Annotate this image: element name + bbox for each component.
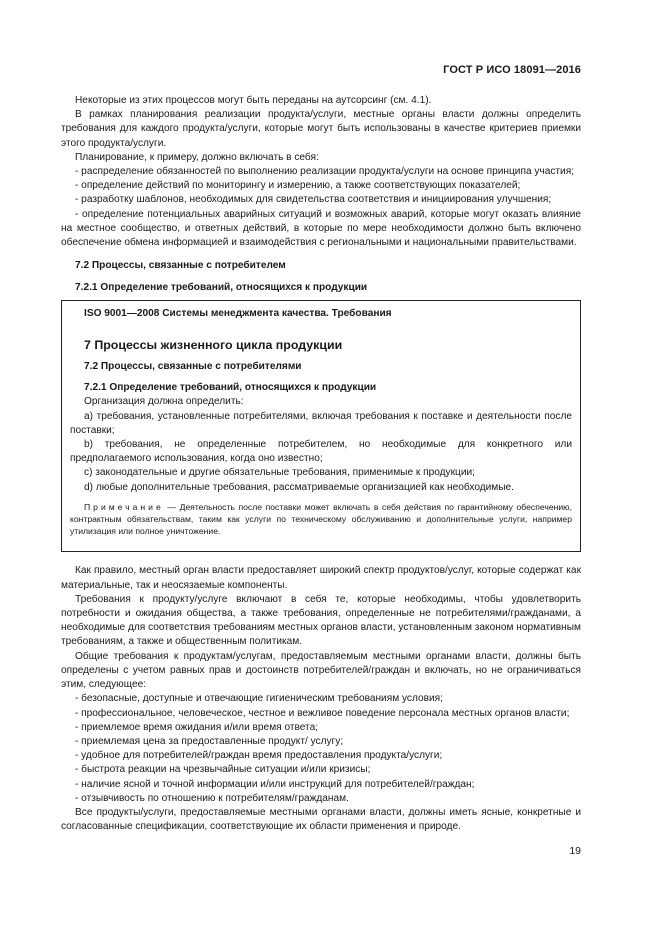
intro-list-item: - распределение обязанностей по выполнению реализации продукта/услуги на основе принципа участия; <box>75 166 575 178</box>
box-heading-7-2: 7.2 Процессы, связанные с потребителями <box>84 361 302 373</box>
intro-list-item: - разработку шаблонов, необходимых для свидетельства соответствия и инициирования улучшения; <box>75 194 552 206</box>
body-list-item: - приемлемое время ожидания и/или время ответа; <box>75 721 319 733</box>
note-text: — Деятельность после поставки может включать в себя действия по гарантийному обеспечению, контрактным обязательствам, таким как услуги по техническому обслуживанию и дополнительные услуги, например утилизация или полное уничтожение. <box>70 501 572 536</box>
box-title: ISO 9001—2008 Системы менеджмента качества. Требования <box>84 307 392 319</box>
document-header: ГОСТ Р ИСО 18091—2016 <box>443 64 581 76</box>
after-box-section <box>61 564 581 834</box>
body-paragraph: Все продукты/услуги, предоставляемые местными органами власти, должны иметь ясные, конкретные и согласованные спецификации, соответствующие их области применения и природе. <box>61 806 581 833</box>
box-list-item: a) требования, установленные потребителями, включая требования к поставке и деятельности после поставки; <box>70 410 572 436</box>
page-number: 19 <box>569 845 581 857</box>
body-list-item: - удобное для потребителей/граждан время предоставления продукта/услуги; <box>75 750 443 762</box>
iso-quote-box <box>61 300 581 553</box>
intro-paragraph: Планирование, к примеру, должно включать в себя: <box>75 151 319 163</box>
section-heading-7-2: 7.2 Процессы, связанные с потребителем <box>75 260 286 272</box>
intro-list-item: - определение действий по мониторингу и измерению, а также соответствующих показателей; <box>75 180 521 192</box>
document-body <box>61 94 581 834</box>
intro-list-item: - определение потенциальных аварийных ситуаций и возможных аварий, которые могут оказать влияние на местное сообщество, и ответных действий, в которые по мере необходимости должно быть включено обеспечение обмена информацией и взаимодействия с региональными и национальными правительствами. <box>61 208 581 249</box>
body-list-item: - быстрота реакции на чрезвычайные ситуации и/или кризисы; <box>75 764 371 776</box>
body-list-item: - наличие ясной и точной информации и/или инструкций для потребителей/граждан; <box>75 778 475 790</box>
body-list-item: - безопасные, доступные и отвечающие гигиеническим требованиям условия; <box>75 693 443 705</box>
box-list-item: b) требования, не определенные потребителем, но необходимые для конкретного или предполагаемого использования, когда оно известно; <box>70 439 572 465</box>
section-heading-7-2-1: 7.2.1 Определение требований, относящихся к продукции <box>75 282 368 294</box>
box-list-item: c) законодательные и другие обязательные требования, применимые к продукции; <box>84 467 475 479</box>
box-heading-7: 7 Процессы жизненного цикла продукции <box>84 337 343 352</box>
body-list-item: - профессиональное, человеческое, честное и вежливое поведение персонала местных органов власти; <box>75 707 570 719</box>
body-list-item: - отзывчивость по отношению к потребителям/гражданам. <box>75 792 349 804</box>
body-paragraph: Как правило, местный орган власти предоставляет широкий спектр продуктов/услуг, которые содержат как материальные, так и неосязаемые компоненты. <box>61 565 581 591</box>
box-list-item: d) любые дополнительные требования, рассматриваемые организацией как необходимые. <box>84 481 514 493</box>
intro-paragraph: Некоторые из этих процессов могут быть переданы на аутсорсинг (см. 4.1). <box>75 95 432 106</box>
box-note <box>70 501 572 537</box>
intro-paragraph: В рамках планирования реализации продукта/услуги, местные органы власти должны определить требования для каждого продукта/услуги, которые могут быть использованы в качестве критериев приемки этого продукта/услуги. <box>61 109 581 149</box>
note-label: Примечание <box>84 501 164 512</box>
body-paragraph: Требования к продукту/услуге включают в себя те, которые необходимы, чтобы удовлетворить потребности и ожидания общества, а также требования, определенные не потребителями/гражданами, а необходимые для соответствия требованиям местных органов власти, установленным законом нормативным требованиям, а также и общественным политикам. <box>61 593 581 648</box>
box-paragraph: Организация должна определить: <box>84 396 244 408</box>
body-list-item: - приемлемая цена за предоставленные продукт/ услугу; <box>75 735 344 747</box>
box-heading-7-2-1: 7.2.1 Определение требований, относящихся к продукции <box>84 382 377 394</box>
body-paragraph: Общие требования к продуктам/услугам, предоставляемым местными органами власти, должны быть определены с учетом равных прав и достоинств потребителей/граждан и включать, но не ограничиваться этим, следующее: <box>61 650 581 691</box>
